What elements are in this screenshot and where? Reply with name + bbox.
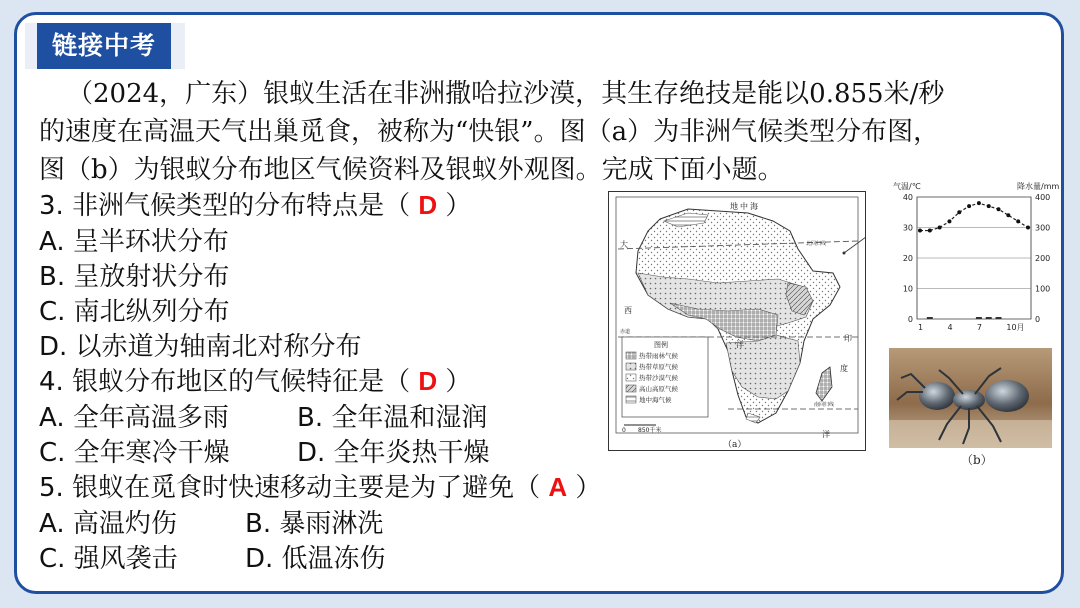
map-label-da: 大 xyxy=(620,240,628,249)
legend-swatch-mediterranean xyxy=(626,396,636,403)
y-left-label: 气温/℃ xyxy=(893,182,921,191)
question-4-stem xyxy=(39,361,471,398)
left-ticks xyxy=(903,193,913,324)
bracket-close: ） xyxy=(445,191,472,221)
option-item: C. 南北纵列分布 xyxy=(39,297,230,327)
left-tick-label: 20 xyxy=(902,254,913,263)
figure-a-caption: （a） xyxy=(723,440,747,450)
figure-b-caption: （b） xyxy=(961,453,993,467)
right-ticks xyxy=(1035,193,1050,324)
legend-item: 热带雨林气候 xyxy=(639,352,678,360)
temperature-point xyxy=(947,219,951,223)
gridlines xyxy=(917,197,1031,319)
temperature-line xyxy=(920,203,1028,230)
map-label-xi: 西 xyxy=(624,306,632,315)
bracket-close: ） xyxy=(575,473,602,503)
temperature-point xyxy=(938,226,942,230)
map-label-sea2: 中 xyxy=(740,202,748,211)
scale-zero: 0 xyxy=(622,427,626,434)
map-label-yang2: 洋 xyxy=(822,430,830,439)
temperature-point xyxy=(957,210,961,214)
map-label-sea3: 海 xyxy=(750,202,758,211)
left-tick-label: 40 xyxy=(902,193,913,202)
right-tick-label: 400 xyxy=(1035,193,1051,202)
left-tick-label: 30 xyxy=(902,223,913,233)
option-item: D. 全年炎热干燥 xyxy=(297,438,490,468)
precip-bar xyxy=(976,317,982,319)
legend-swatch-rainforest xyxy=(626,352,636,359)
pointer-dot xyxy=(843,252,846,255)
question-text: 4. 银蚁分布地区的气候特征是（ xyxy=(39,367,411,397)
legend-swatch-savanna xyxy=(626,363,636,370)
map-label-yang: 洋 xyxy=(736,340,744,349)
legend-item: 热带沙漠气候 xyxy=(639,374,678,382)
x-ticks xyxy=(918,323,1025,332)
photo-ground xyxy=(889,420,1052,448)
right-tick-label: 300 xyxy=(1035,223,1051,233)
ant-thorax xyxy=(953,390,985,410)
precip-bar xyxy=(927,317,933,319)
temperature-point xyxy=(987,204,991,208)
precip-bar xyxy=(996,317,1002,319)
temperature-point xyxy=(967,204,971,208)
legend-swatch-highland xyxy=(626,385,636,392)
answer-mark: A xyxy=(548,472,568,502)
question-text: 3. 非洲气候类型的分布特点是（ xyxy=(39,191,411,221)
bracket-close: ） xyxy=(445,367,472,397)
temperature-point xyxy=(997,207,1001,211)
legend-swatch-desert xyxy=(626,374,636,381)
option-item: B. 暴雨淋洗 xyxy=(245,509,384,539)
intro-line: 的速度在高温天气出巢觅食，被称为“快银”。图（a）为非洲气候类型分布图， xyxy=(39,117,940,147)
legend-item: 地中海气候 xyxy=(639,396,672,404)
option-item: C. 强风袭击 xyxy=(39,544,178,574)
map-label-sea: 地 xyxy=(730,202,738,211)
option-item: A. 全年高温多雨 xyxy=(39,403,229,433)
legend-item: 高山高原气候 xyxy=(639,385,678,393)
option-item: B. 全年温和湿润 xyxy=(297,403,488,433)
option-item: A. 呈半环状分布 xyxy=(39,227,229,257)
option-item: B. 呈放射状分布 xyxy=(39,262,230,292)
temperature-point xyxy=(928,229,932,233)
temperature-point xyxy=(1026,226,1030,230)
intro-paragraph xyxy=(39,75,1049,189)
temperature-point xyxy=(1006,213,1010,217)
section-tag: 链接中考 xyxy=(37,23,171,69)
x-tick-label: 4 xyxy=(947,323,953,332)
precip-bar xyxy=(986,317,992,319)
temperature-point xyxy=(918,229,922,233)
question-3-stem xyxy=(39,185,471,222)
question-5-stem xyxy=(39,467,601,504)
option-item: C. 全年寒冷干燥 xyxy=(39,438,230,468)
intro-line: （2024，广东）银蚁生活在非洲撒哈拉沙漠，其生存绝技是能以0.855米/秒 xyxy=(67,79,945,109)
option-item: D. 低温冻伤 xyxy=(245,544,386,574)
slide-card xyxy=(14,12,1064,594)
left-tick-label: 0 xyxy=(907,315,913,324)
map-label-yin: 印 xyxy=(844,334,852,343)
left-tick-label: 10 xyxy=(902,284,913,294)
x-tick-label: 10月 xyxy=(1006,323,1025,332)
legend-title: 图例 xyxy=(654,341,668,349)
temperature-points xyxy=(918,201,1030,232)
ant-abdomen xyxy=(985,380,1029,412)
africa-climate-map xyxy=(608,191,866,451)
intro-line: 图（b）为银蚁分布地区气候资料及银蚁外观图。完成下面小题。 xyxy=(39,155,784,185)
answer-mark: D xyxy=(418,190,438,220)
legend-item: 热带草原气候 xyxy=(639,363,678,371)
y-right-label: 降水量/mm xyxy=(1017,182,1060,191)
silver-ant-photo xyxy=(889,348,1052,448)
map-label-tropic-s: 南回归线 xyxy=(814,402,835,408)
map-label-tropic-n: 北回归线 xyxy=(806,241,827,247)
climate-chart xyxy=(889,179,1064,339)
option-item: D. 以赤道为轴南北对称分布 xyxy=(39,332,362,362)
map-label-du: 度 xyxy=(840,364,848,373)
map-label-equator: 赤道 xyxy=(620,329,631,335)
temperature-point xyxy=(1016,219,1020,223)
scale-label: 850千米 xyxy=(638,427,662,434)
x-tick-label: 7 xyxy=(976,323,983,332)
option-item: A. 高温灼伤 xyxy=(39,509,177,539)
right-tick-label: 0 xyxy=(1035,315,1041,324)
question-text: 5. 银蚁在觅食时快速移动主要是为了避免（ xyxy=(39,473,541,503)
right-tick-label: 100 xyxy=(1035,284,1051,294)
right-tick-label: 200 xyxy=(1035,254,1051,263)
temperature-point xyxy=(977,201,981,205)
x-tick-label: 1 xyxy=(918,323,924,332)
answer-mark: D xyxy=(418,366,438,396)
